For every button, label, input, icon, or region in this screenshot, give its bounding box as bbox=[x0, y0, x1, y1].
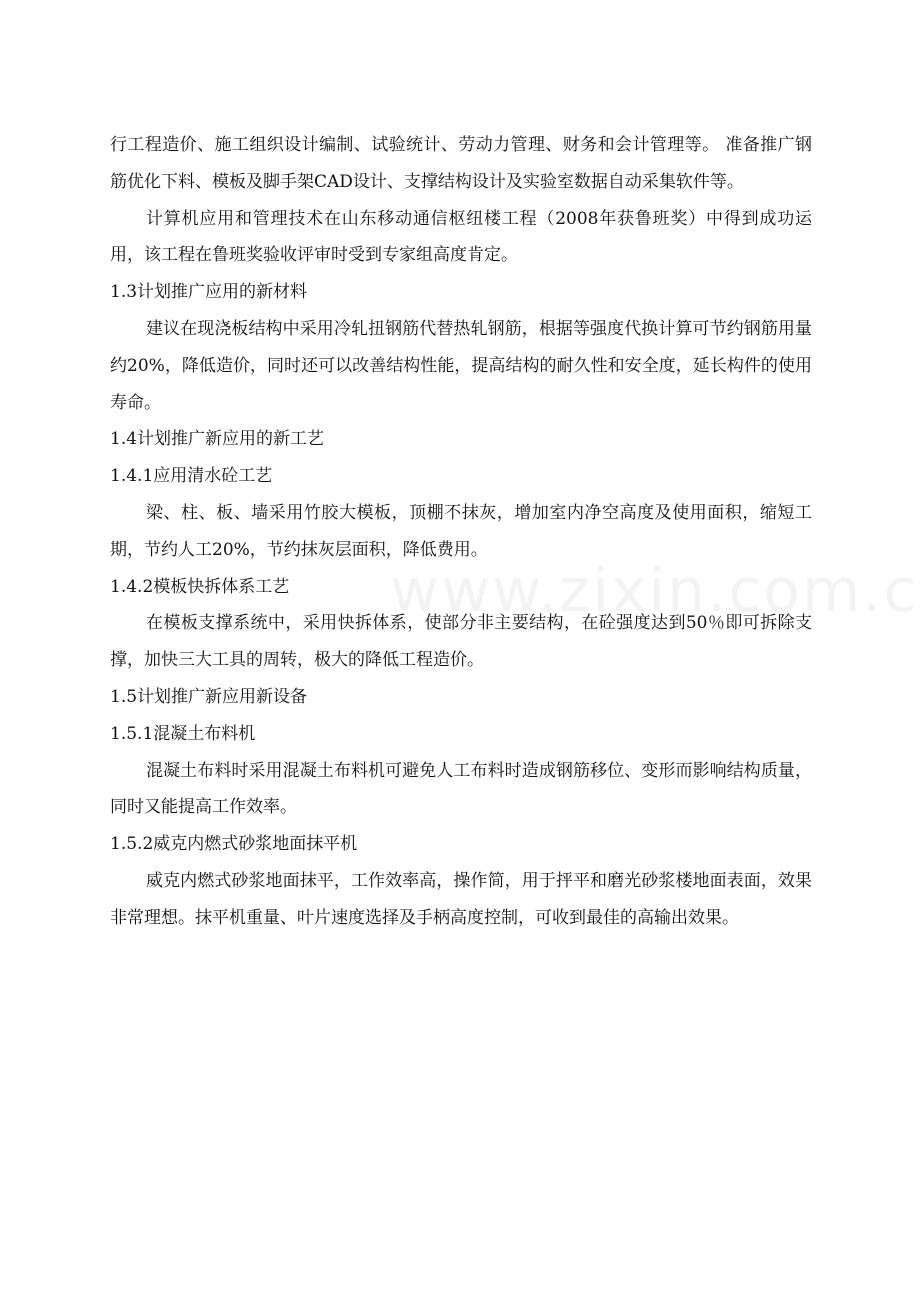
section-heading-1-5: 1.5计划推广新应用新设备 bbox=[110, 686, 308, 707]
paragraph-concrete-distributor: 混凝土布料时采用混凝土布料机可避免人工布料时造成钢筋移位、变形而影响结构质量，同时又能提高工作效率。 bbox=[110, 760, 812, 818]
section-heading-1-4: 1.4计划推广新应用的新工艺 bbox=[110, 429, 325, 450]
paragraph-formwork-system: 在模板支撑系统中，采用快拆体系，使部分非主要结构，在砼强度达到50％即可拆除支撑，加快三大工具的周转，极大的降低工程造价。 bbox=[110, 613, 812, 671]
paragraph-computer-application: 计算机应用和管理技术在山东移动通信枢纽楼工程（2008年获鲁班奖）中得到成功运用，该工程在鲁班奖验收评审时受到专家组高度肯定。 bbox=[110, 208, 812, 266]
section-heading-1-5-1: 1.5.1混凝土布料机 bbox=[110, 723, 256, 744]
paragraph-clear-concrete: 梁、柱、板、墙采用竹胶大模板，顶棚不抹灰，增加室内净空高度及使用面积，缩短工期，节约人工20%，节约抹灰层面积，降低费用。 bbox=[110, 502, 812, 560]
paragraph-floor-trowel: 威克内燃式砂浆地面抹平，工作效率高，操作简，用于抨平和磨光砂浆楼地面表面，效果非常理想。抹平机重量、叶片速度选择及手柄高度控制，可收到最佳的高输出效果。 bbox=[110, 870, 812, 928]
paragraph-continuation: 行工程造价、施工组织设计编制、试验统计、劳动力管理、财务和会计管理等。 准备推广钢筋优化下料、模板及脚手架CAD设计、支撑结构设计及实验室数据自动采集软件等。 bbox=[110, 135, 812, 192]
section-heading-1-5-2: 1.5.2威克内燃式砂浆地面抹平机 bbox=[110, 834, 358, 855]
section-heading-1-3: 1.3计划推广应用的新材料 bbox=[110, 282, 308, 303]
document-body bbox=[110, 127, 812, 937]
paragraph-new-materials: 建议在现浇板结构中采用冷轧扭钢筋代替热轧钢筋，根据等强度代换计算可节约钢筋用量约20%，降低造价，同时还可以改善结构性能，提高结构的耐久性和安全度，延长构件的使用寿命。 bbox=[110, 318, 812, 413]
section-heading-1-4-2: 1.4.2模板快拆体系工艺 bbox=[110, 576, 290, 597]
section-heading-1-4-1: 1.4.1应用清水砼工艺 bbox=[110, 466, 273, 487]
